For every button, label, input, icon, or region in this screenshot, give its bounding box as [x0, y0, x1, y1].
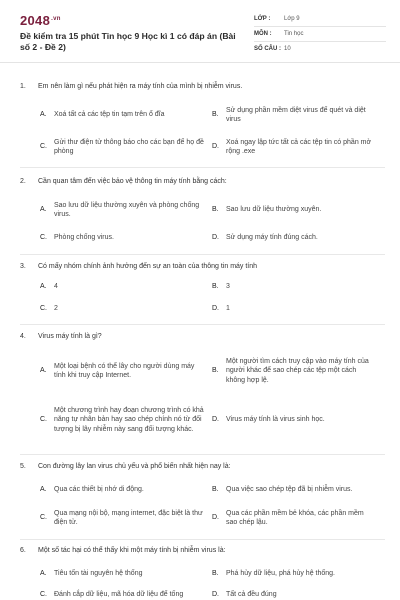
- question-text: Có mấy nhóm chính ảnh hưởng đến sự an toàn của thông tin máy tính: [38, 263, 258, 270]
- answer-option-1c[interactable]: [40, 137, 204, 157]
- answer-option-3a[interactable]: [40, 282, 204, 292]
- answer-option-4d[interactable]: [212, 398, 376, 442]
- answer-option-2b[interactable]: [212, 200, 376, 220]
- logo-text: 2048: [20, 13, 51, 28]
- option-letter: C.: [40, 234, 47, 242]
- answer-option-3b[interactable]: [212, 282, 376, 292]
- answer-option-2c[interactable]: [40, 233, 204, 243]
- divider: [20, 324, 385, 325]
- answer-option-4b[interactable]: [212, 356, 376, 386]
- divider: [20, 254, 385, 255]
- question-number: 3.: [20, 263, 26, 270]
- option-letter: A.: [40, 111, 47, 119]
- option-letter: A.: [40, 367, 47, 375]
- answer-option-3c[interactable]: [40, 304, 204, 314]
- option-text: Tất cả đều đúng: [226, 591, 277, 599]
- meta-key: SỐ CÂU :: [254, 46, 281, 52]
- answer-option-6a[interactable]: [40, 569, 204, 579]
- option-letter: B.: [212, 283, 219, 291]
- meta-key: MÔN :: [254, 31, 272, 37]
- site-logo[interactable]: [20, 13, 61, 28]
- answer-option-3d[interactable]: [212, 304, 376, 314]
- question-number: 5.: [20, 463, 26, 470]
- answer-option-1a[interactable]: [40, 105, 204, 125]
- option-letter: B.: [212, 486, 219, 494]
- question-2: [20, 177, 385, 187]
- option-letter: D.: [212, 514, 219, 522]
- option-text: Một người tìm cách truy cập vào máy tính của người khác để sao chép các tệp một cách không hợp lệ.: [226, 357, 369, 384]
- page-title: Đề kiểm tra 15 phút Tin học 9 Học kì 1 có đáp án (Bài số 2 - Đề 2): [20, 31, 236, 52]
- option-text: 4: [54, 283, 58, 291]
- option-letter: C.: [40, 514, 47, 522]
- answer-option-1b[interactable]: [212, 105, 376, 125]
- answer-option-4c[interactable]: [40, 398, 204, 442]
- question-number: 4.: [20, 333, 26, 340]
- question-text: Em nên làm gì nếu phát hiện ra máy tính của mình bị nhiễm virus.: [38, 83, 243, 90]
- question-number: 1.: [20, 83, 26, 90]
- option-text: Sử dụng phần mềm diệt virus để quét và diệt virus: [226, 106, 366, 123]
- meta-key: LỚP :: [254, 16, 271, 22]
- question-number: 2.: [20, 178, 26, 185]
- answer-option-6c[interactable]: [40, 590, 204, 600]
- option-text: Tiêu tốn tài nguyên hệ thống: [54, 570, 143, 578]
- option-text: Phá hủy dữ liệu, phá hủy hệ thống.: [226, 570, 335, 578]
- option-text: Xoá ngay lập tức tất cả các tệp tin có phần mở rộng .exe: [226, 138, 372, 155]
- option-letter: A.: [40, 570, 47, 578]
- divider: [20, 539, 385, 540]
- option-text: 1: [226, 305, 230, 313]
- question-text: Con đường lây lan virus chủ yếu và phổ biến nhất hiện nay là:: [38, 463, 231, 470]
- option-text: Sao lưu dữ liệu thường xuyên và phòng chống virus.: [54, 201, 200, 218]
- option-letter: C.: [40, 305, 47, 313]
- header: [0, 0, 400, 63]
- answer-option-5b[interactable]: [212, 485, 376, 495]
- option-text: 2: [54, 305, 58, 313]
- answer-option-5a[interactable]: [40, 485, 204, 495]
- question-number: 6.: [20, 547, 26, 554]
- option-letter: A.: [40, 206, 47, 214]
- logo-suffix: .vn: [51, 15, 61, 22]
- option-text: Virus máy tính là virus sinh học.: [226, 416, 325, 424]
- option-text: Qua việc sao chép tệp đã bị nhiễm virus.: [226, 486, 353, 494]
- option-letter: D.: [212, 234, 219, 242]
- answer-option-5d[interactable]: [212, 508, 376, 528]
- question-text: Một số tác hại có thể thấy khi một máy tính bị nhiễm virus là:: [38, 547, 226, 554]
- option-letter: C.: [40, 143, 47, 151]
- meta-value: Lớp 9: [284, 16, 300, 22]
- question-1: [20, 82, 385, 92]
- answer-option-2d[interactable]: [212, 233, 376, 243]
- option-text: Xoá tất cả các tệp tin tạm trên ổ đĩa: [54, 111, 165, 119]
- option-letter: C.: [40, 416, 47, 424]
- divider: [20, 454, 385, 455]
- option-letter: D.: [212, 305, 219, 313]
- option-text: Sao lưu dữ liệu thường xuyên.: [226, 206, 322, 214]
- option-text: Phòng chống virus.: [54, 234, 114, 242]
- answer-option-5c[interactable]: [40, 508, 204, 528]
- question-4: [20, 332, 385, 342]
- question-3: [20, 262, 385, 272]
- option-letter: B.: [212, 111, 219, 119]
- option-text: Gửi thư điện tử thông báo cho các bạn để họ đề phòng: [54, 138, 204, 155]
- option-letter: D.: [212, 416, 219, 424]
- option-letter: B.: [212, 206, 219, 214]
- option-text: Đánh cắp dữ liệu, mã hóa dữ liệu để tống: [54, 591, 184, 599]
- answer-option-6b[interactable]: [212, 569, 376, 579]
- answer-option-1d[interactable]: [212, 137, 376, 157]
- option-text: Qua các phần mềm bẻ khóa, các phần mềm sao chép lậu.: [226, 509, 364, 526]
- option-letter: D.: [212, 143, 219, 151]
- question-6: [20, 546, 385, 556]
- answer-option-4a[interactable]: [40, 356, 204, 386]
- answer-option-2a[interactable]: [40, 200, 204, 220]
- option-text: Qua mạng nội bộ, mạng internet, đặc biệt là thư điện tử.: [54, 509, 203, 526]
- meta-row-class: [254, 12, 386, 27]
- option-letter: B.: [212, 570, 219, 578]
- option-letter: A.: [40, 486, 47, 494]
- question-5: [20, 462, 385, 472]
- option-letter: D.: [212, 591, 219, 599]
- option-letter: A.: [40, 283, 47, 291]
- meta-row-count: [254, 42, 386, 56]
- option-text: Qua các thiết bị nhớ di động.: [54, 486, 144, 494]
- divider: [20, 167, 385, 168]
- exam-meta: [254, 12, 386, 56]
- option-text: 3: [226, 283, 230, 291]
- meta-row-subject: [254, 27, 386, 42]
- option-letter: B.: [212, 367, 219, 375]
- option-text: Một loại bệnh có thể lây cho người dùng máy tính khi truy cập Internet.: [54, 362, 195, 379]
- option-letter: C.: [40, 591, 47, 599]
- meta-value: 10: [284, 46, 291, 52]
- meta-value: Tin học: [284, 31, 304, 37]
- question-text: Virus máy tính là gì?: [38, 333, 102, 340]
- answer-option-6d[interactable]: [212, 590, 376, 600]
- option-text: Sử dụng máy tính đúng cách.: [226, 234, 318, 242]
- question-text: Cần quan tâm đến việc bảo vệ thông tin máy tính bằng cách:: [38, 178, 227, 185]
- option-text: Một chương trình hay đoạn chương trình có khả năng tự nhân bản hay sao chép chính nó từ đối tượng bị lây nhiễm này sang đối tượng khác.: [54, 406, 204, 433]
